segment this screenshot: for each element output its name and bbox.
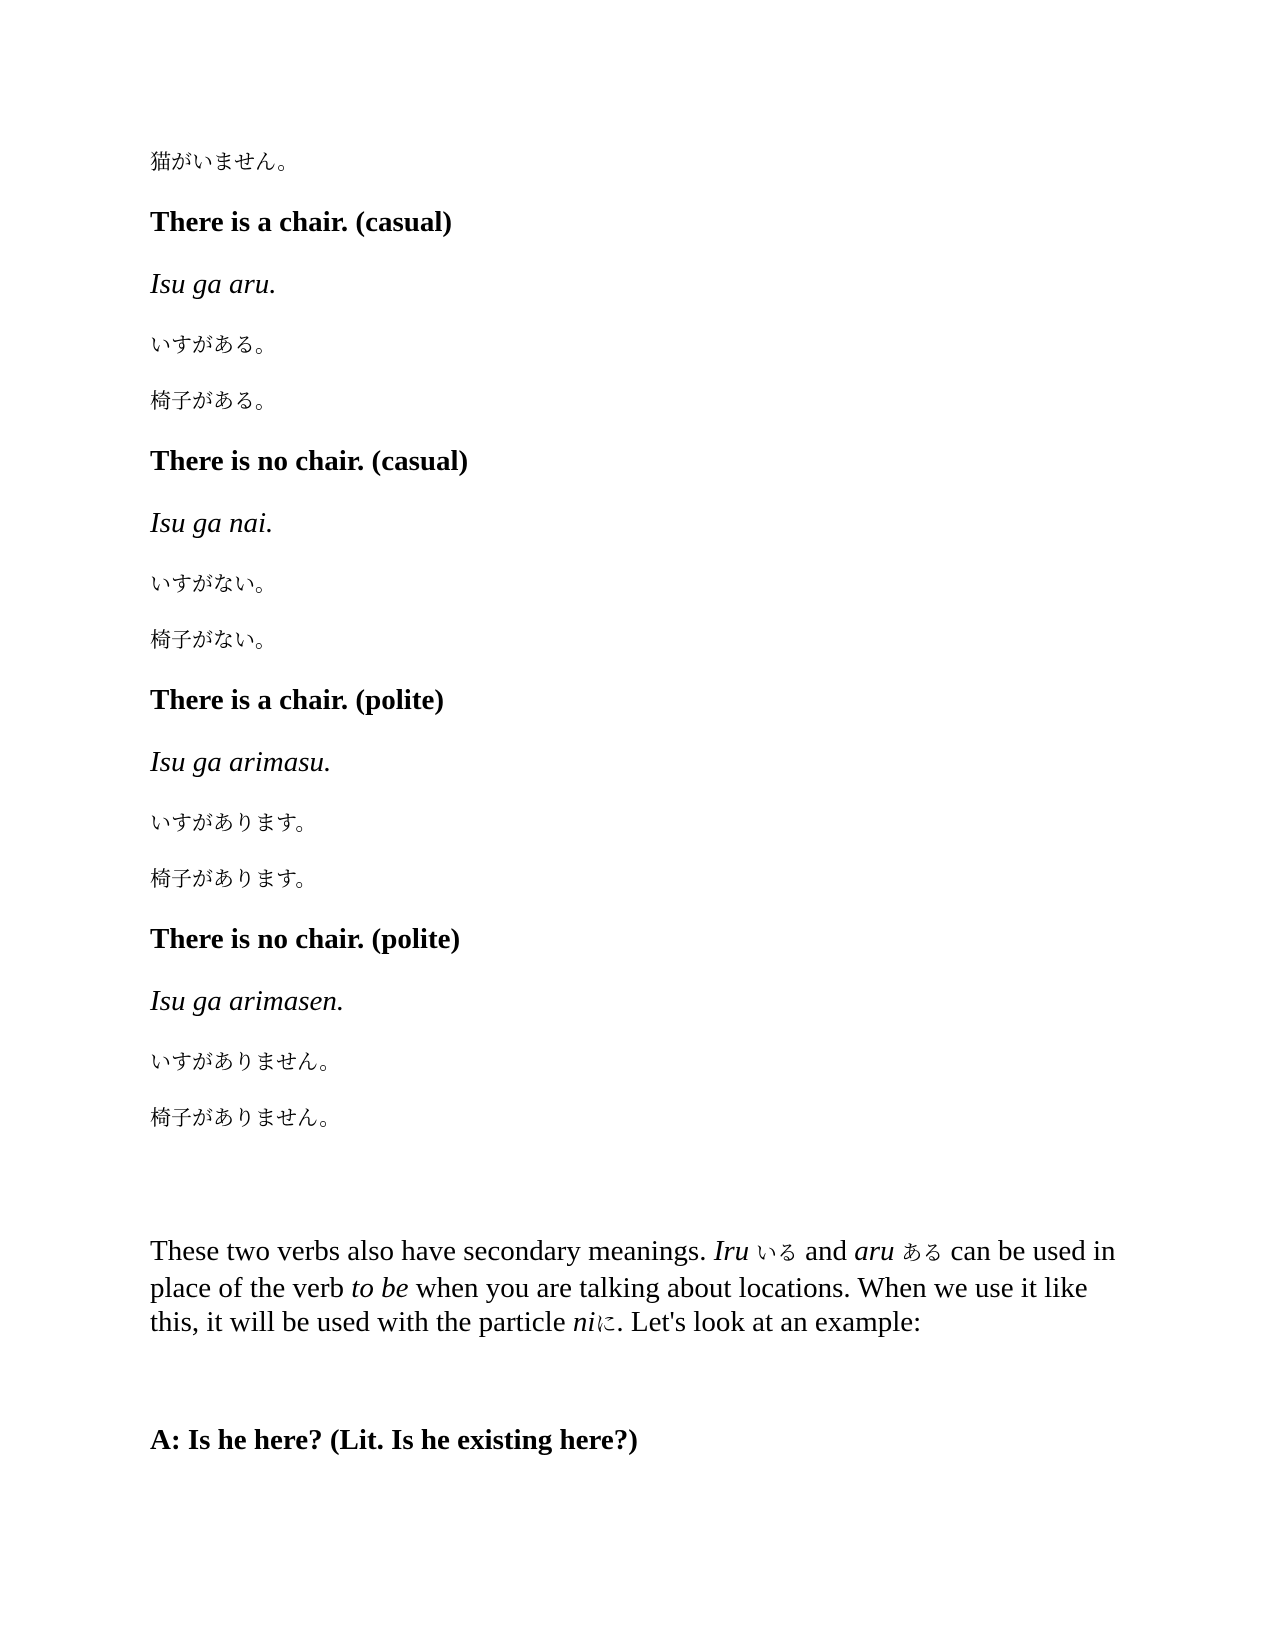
kanji-chair-polite: 椅子があります。 bbox=[150, 867, 317, 891]
dialogue-a-heading: A: Is he here? (Lit. Is he existing here?) bbox=[150, 1424, 638, 1456]
term-ni-kana: に bbox=[595, 1312, 617, 1336]
kanji-no-chair-casual: 椅子がない。 bbox=[150, 628, 276, 652]
kana-no-chair-casual: いすがない。 bbox=[150, 572, 276, 596]
prev-example-kanji: 猫がいません。 bbox=[150, 150, 299, 174]
kana-chair-casual: いすがある。 bbox=[150, 333, 276, 357]
kana-no-chair-polite: いすがありません。 bbox=[150, 1050, 341, 1074]
heading-no-chair-casual: There is no chair. (casual) bbox=[150, 445, 469, 477]
heading-chair-casual: There is a chair. (casual) bbox=[150, 206, 453, 238]
para-text-2: and bbox=[797, 1235, 855, 1267]
romaji-no-chair-polite: Isu ga arimasen. bbox=[150, 985, 345, 1017]
term-iru-kana: いる bbox=[749, 1241, 798, 1265]
heading-no-chair-polite: There is no chair. (polite) bbox=[150, 923, 461, 955]
term-aru-romaji: aru bbox=[854, 1235, 895, 1267]
romaji-no-chair-casual: Isu ga nai. bbox=[150, 507, 274, 539]
para-text-3: can be used in place of the verb bbox=[150, 1235, 1116, 1304]
heading-chair-polite: There is a chair. (polite) bbox=[150, 684, 445, 716]
term-to-be: to be bbox=[351, 1271, 409, 1304]
para-text-4: when you are talking about locations. When we use it like this, it will be used with the particle bbox=[150, 1271, 1088, 1338]
para-text-1: These two verbs also have secondary meanings. bbox=[150, 1235, 714, 1267]
secondary-meanings-paragraph bbox=[150, 1234, 1130, 1342]
romaji-chair-polite: Isu ga arimasu. bbox=[150, 746, 332, 778]
kana-chair-polite: いすがあります。 bbox=[150, 811, 317, 835]
term-aru-kana: ある bbox=[894, 1241, 944, 1265]
term-ni-romaji: ni bbox=[572, 1306, 596, 1338]
term-iru-romaji: Iru bbox=[713, 1235, 750, 1267]
para-text-5: . Let's look at an example: bbox=[616, 1306, 922, 1338]
romaji-chair-casual: Isu ga aru. bbox=[150, 268, 277, 300]
kanji-no-chair-polite: 椅子がありません。 bbox=[150, 1106, 341, 1130]
kanji-chair-casual: 椅子がある。 bbox=[150, 389, 276, 413]
